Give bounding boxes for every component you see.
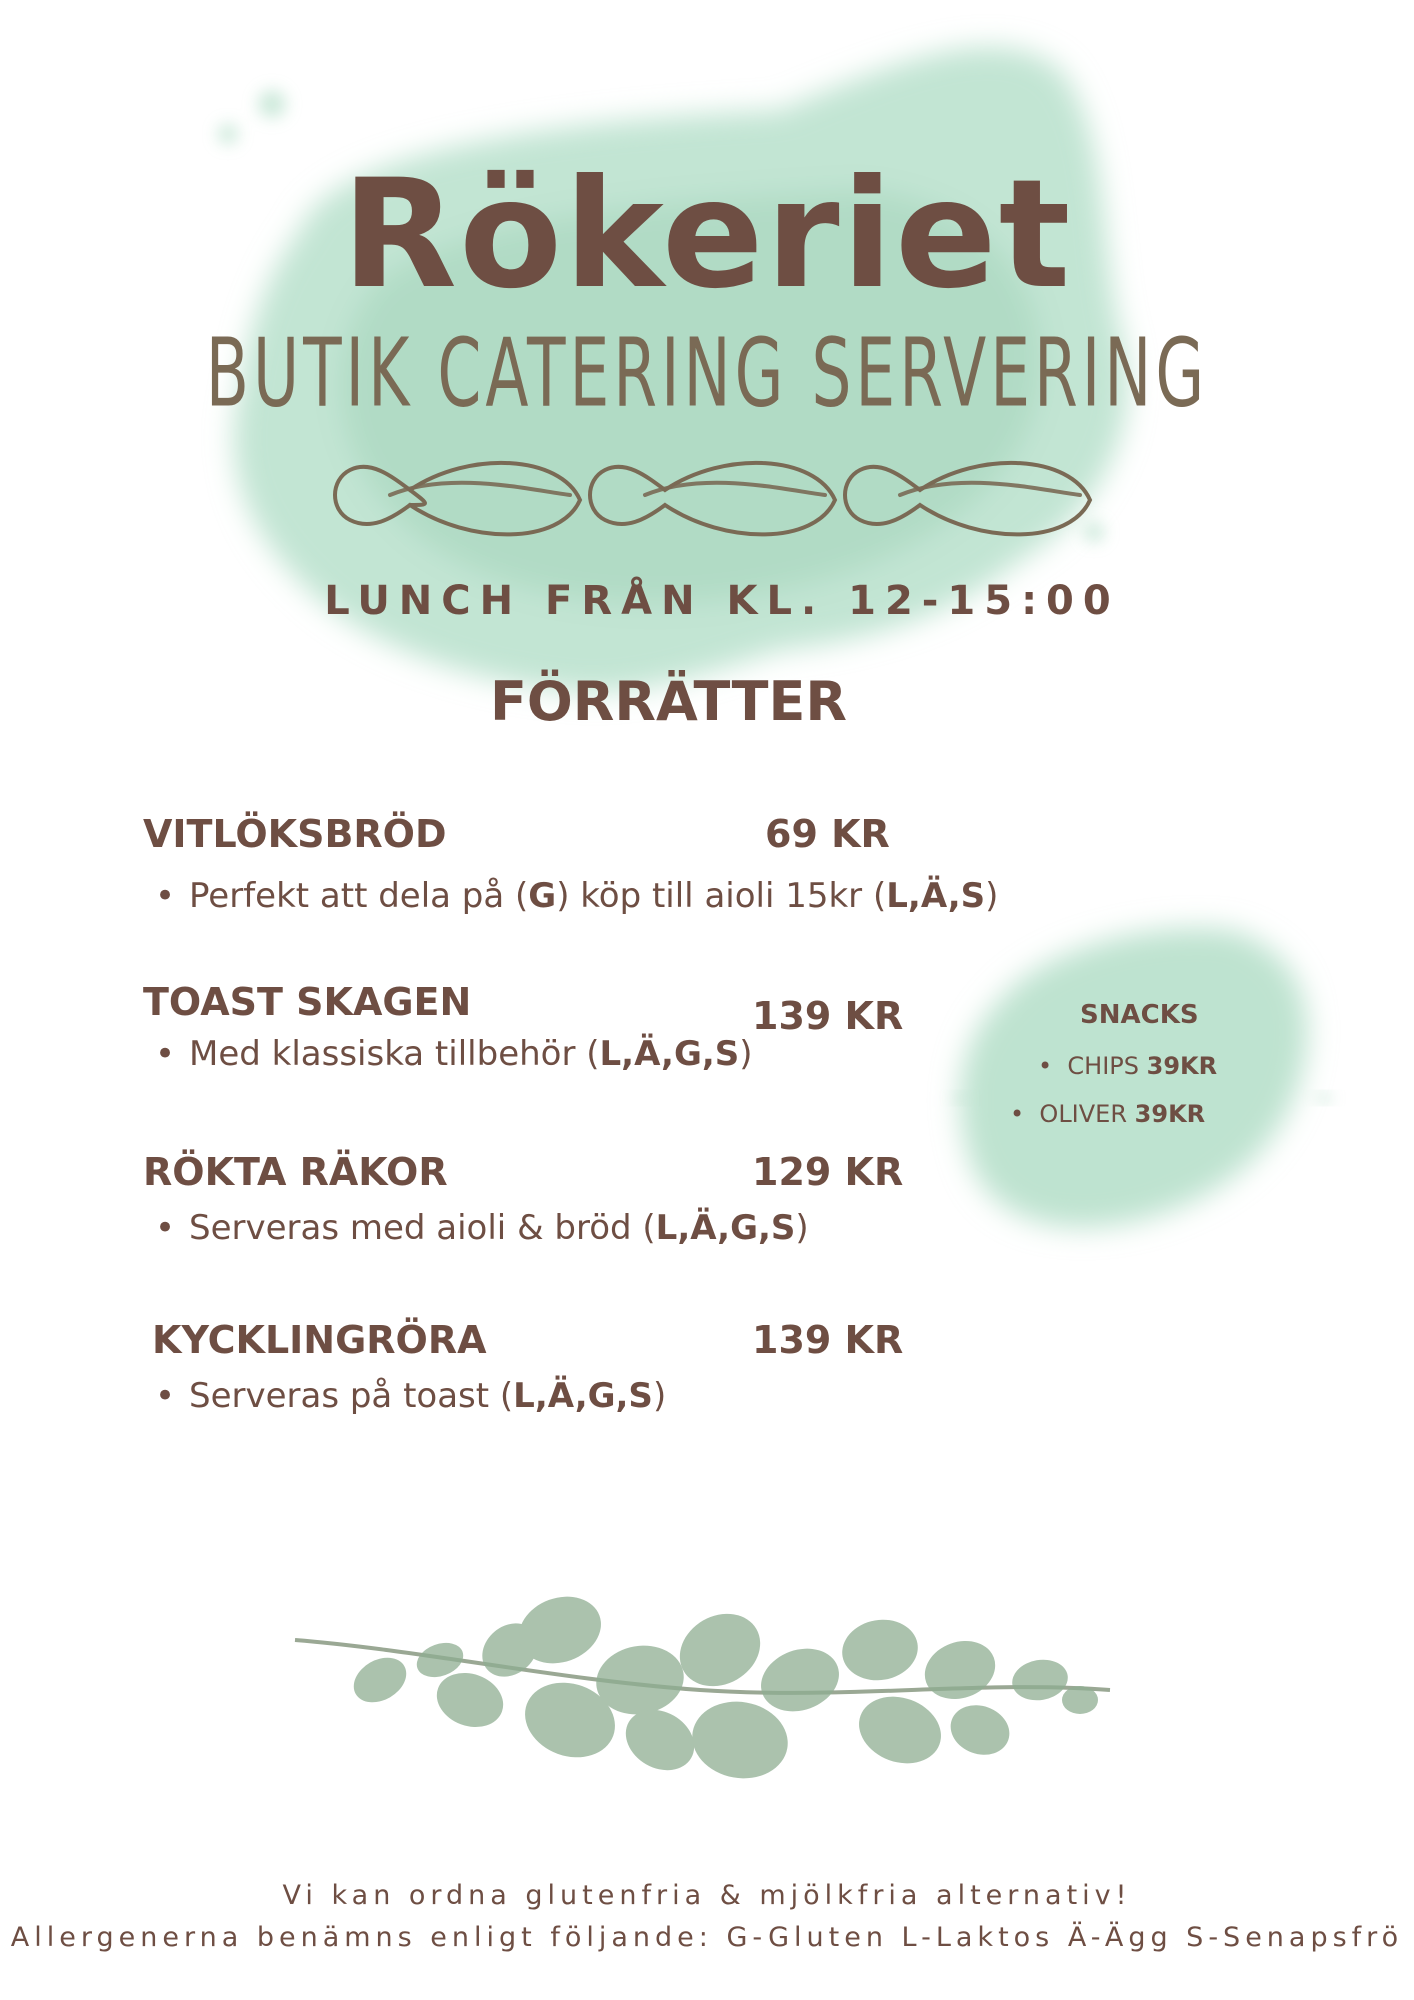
section-title: FÖRRÄTTER [490, 670, 847, 733]
snack-item-oliver: • OLIVER 39KR [1010, 1100, 1206, 1128]
item-name-rokta-rakor: RÖKTA RÄKOR [143, 1150, 448, 1194]
brand-tagline: BUTIK CATERING SERVERING [205, 317, 1209, 429]
item-name-vitloksbrod: VITLÖKSBRÖD [143, 812, 447, 856]
bullet: • [155, 1034, 176, 1074]
snack-item-chips: • CHIPS 39KR [1038, 1052, 1218, 1080]
bullet: • [155, 1208, 176, 1248]
eucalyptus-branch-icon [295, 1586, 1110, 1786]
snacks-title: SNACKS [1080, 1000, 1199, 1030]
item-price-toast-skagen: 139 KR [752, 994, 904, 1038]
bullet: • [1010, 1100, 1040, 1128]
footer-line-1: Vi kan ordna glutenfria & mjölkfria alternativ! [282, 1880, 1132, 1911]
bullet: • [1038, 1052, 1068, 1080]
brand-title: Rökeriet [341, 148, 1073, 322]
item-name-toast-skagen: TOAST SKAGEN [143, 980, 472, 1024]
item-price-vitloksbrod: 69 KR [765, 812, 890, 856]
footer-line-2: Allergenerna benämns enligt följande: G-Gluten L-Laktos Ä-Ägg S-Senapsfrö [10, 1922, 1404, 1953]
bullet: • [155, 1376, 176, 1416]
item-desc-rokta-rakor: • Serveras med aioli & bröd (L,Ä,G,S) [155, 1208, 809, 1248]
lunch-hours: LUNCH FRÅN KL. 12-15:00 [324, 578, 1120, 624]
item-desc-kycklingrora: • Serveras på toast (L,Ä,G,S) [155, 1376, 667, 1416]
item-desc-vitloksbrod: • Perfekt att dela på (G) köp till aioli 15kr (L,Ä,S) [155, 876, 999, 916]
item-desc-toast-skagen: • Med klassiska tillbehör (L,Ä,G,S) [155, 1034, 753, 1074]
item-name-kycklingrora: KYCKLINGRÖRA [152, 1318, 487, 1362]
bullet: • [155, 876, 176, 916]
item-price-kycklingrora: 139 KR [752, 1318, 904, 1362]
item-price-rokta-rakor: 129 KR [752, 1150, 904, 1194]
